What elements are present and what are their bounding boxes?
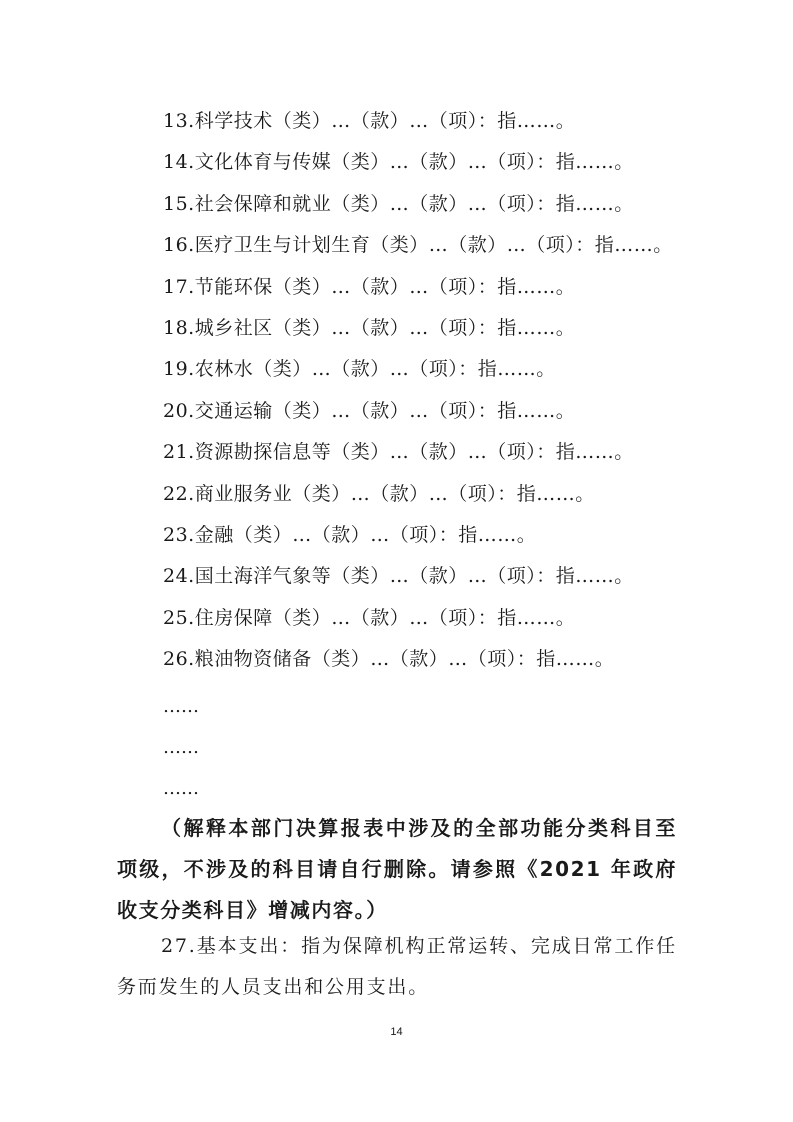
list-item: 17.节能环保（类）…（款）…（项）：指……。 [163,275,576,298]
continuation-ellipses [163,686,199,809]
page-number: 14 [390,1026,403,1038]
ellipsis-line: …… [163,696,199,717]
list-item: 13.科学技术（类）…（款）…（项）：指……。 [163,110,576,132]
basic-expenditure-paragraph: 27.基本支出：指为保障机构正常运转、完成日常工作任务而发生的人员支出和公用支出。 [117,935,677,998]
list-item: 14.文化体育与传媒（类）…（款）…（项）：指……。 [163,151,634,174]
list-item: 26.粮油物资储备（类）…（款）…（项）：指……。 [163,648,615,671]
list-item: 20.交通运输（类）…（款）…（项）：指……。 [163,399,576,422]
instruction-note: （解释本部门决算报表中涉及的全部功能分类科目至项级，不涉及的科目请自行删除。请参照《2021 年政府收支分类科目》增减内容。） [117,816,677,922]
list-item: 21.资源勘探信息等（类）…（款）…（项）：指……。 [163,441,634,464]
list-item: 18.城乡社区（类）…（款）…（项）：指……。 [163,316,576,339]
ellipsis-line: …… [163,737,199,758]
list-item: 19.农林水（类）…（款）…（项）：指……。 [163,358,556,381]
list-item: 23.金融（类）…（款）…（项）：指……。 [163,523,537,546]
ellipsis-line: …… [163,778,199,799]
list-item: 24.国土海洋气象等（类）…（款）…（项）：指……。 [163,565,634,588]
list-item: 15.社会保障和就业（类）…（款）…（项）：指……。 [163,192,634,215]
list-item: 22.商业服务业（类）…（款）…（项）：指……。 [163,482,595,505]
list-item: 16.医疗卫生与计划生育（类）…（款）…（项）：指……。 [163,234,673,257]
function-category-list [163,101,723,680]
list-item: 25.住房保障（类）…（款）…（项）：指……。 [163,606,576,629]
